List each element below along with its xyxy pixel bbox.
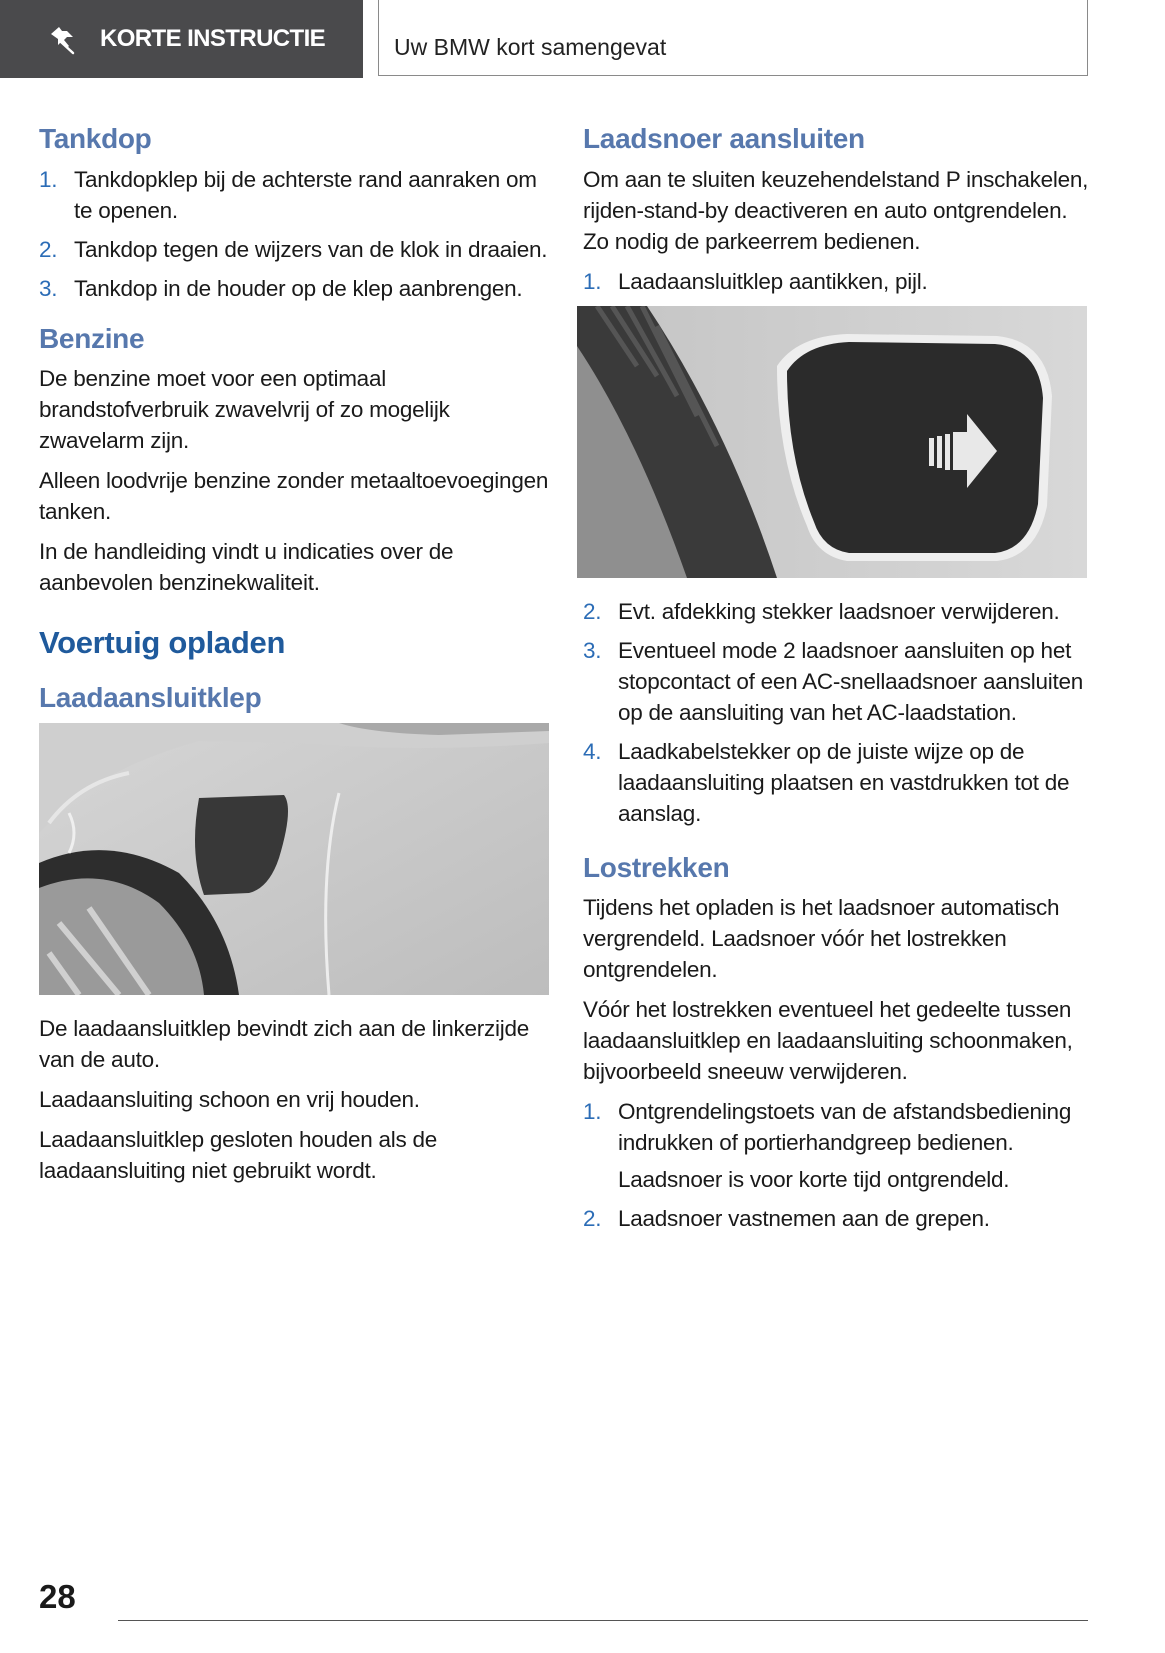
list-text: Evt. afdekking stekker laadsnoer verwijderen. bbox=[618, 598, 1060, 624]
list-text: Laadsnoer vastnemen aan de grepen. bbox=[618, 1206, 990, 1232]
heading-benzine: Benzine bbox=[39, 322, 145, 354]
paragraph: In de handleiding vindt u indicaties over de aanbevolen benzinekwaliteit. bbox=[39, 539, 454, 596]
header-tab bbox=[0, 0, 363, 78]
list-item bbox=[583, 1096, 1093, 1195]
list-number: 2. bbox=[39, 236, 58, 262]
list-number: 2. bbox=[583, 1206, 602, 1232]
list-number: 3. bbox=[583, 637, 602, 663]
header-tab-label: KORTE INSTRUCTIE bbox=[100, 25, 326, 52]
list-item bbox=[583, 635, 1093, 728]
list-item bbox=[583, 1203, 1093, 1234]
paragraph: Tijdens het opladen is het laadsnoer automatisch vergrendeld. Laadsnoer vóór het lostrekken ontgrendelen. bbox=[583, 895, 1060, 983]
list-item bbox=[583, 266, 1093, 297]
header-section-label: Uw BMW kort samengevat bbox=[394, 33, 667, 60]
list-text: Ontgrendelingstoets van de afstandsbediening indrukken of portierhandgreep bedienen. bbox=[618, 1099, 1072, 1156]
pushpin-icon bbox=[46, 23, 78, 55]
list-aansluiten-step1 bbox=[583, 266, 1093, 297]
figure-charging-flap-closeup bbox=[577, 306, 1087, 578]
paragraph: Alleen loodvrije benzine zonder metaaltoevoegingen tanken. bbox=[39, 468, 549, 525]
list-number: 1. bbox=[39, 166, 58, 192]
list-subtext: Laadsnoer is voor korte tijd ontgrendeld. bbox=[618, 1167, 1010, 1193]
footer-divider bbox=[118, 1620, 1088, 1621]
list-item bbox=[39, 164, 549, 226]
figure-charging-flap-side-view bbox=[39, 723, 549, 995]
list-number: 3. bbox=[39, 275, 58, 301]
page-number: 28 bbox=[39, 1578, 76, 1615]
list-text: Tankdopklep bij de achterste rand aanraken om te openen. bbox=[74, 166, 537, 223]
list-text: Eventueel mode 2 laadsnoer aansluiten op het stopcontact of een AC-snellaadsnoer aansluiten op de aansluiting van het AC-laadstation. bbox=[618, 637, 1084, 725]
heading-lostrekken: Lostrekken bbox=[583, 851, 730, 883]
paragraph: De benzine moet voor een optimaal brandstofverbruik zwavelvrij of zo mogelijk zwavelarm zijn. bbox=[39, 366, 450, 454]
paragraph: Vóór het lostrekken eventueel het gedeelte tussen laadaansluitklep en laadaansluiting schoonmaken, bijvoorbeeld sneeuw verwijderen. bbox=[583, 997, 1073, 1085]
list-number: 1. bbox=[583, 1099, 602, 1125]
heading-tankdop: Tankdop bbox=[39, 123, 152, 154]
list-text: Laadaansluitklep aantikken, pijl. bbox=[618, 268, 928, 294]
right-column bbox=[583, 122, 1093, 1243]
list-item bbox=[39, 273, 549, 304]
heading-voertuig-opladen: Voertuig opladen bbox=[39, 625, 286, 661]
list-text: Tankdop in de houder op de klep aanbrengen. bbox=[74, 275, 523, 301]
header-section-box bbox=[378, 0, 1088, 76]
list-number: 4. bbox=[583, 738, 602, 764]
list-lostrekken-steps bbox=[583, 1096, 1093, 1234]
list-text: Tankdop tegen de wijzers van de klok in draaien. bbox=[74, 236, 548, 262]
left-column bbox=[39, 122, 549, 1195]
list-item bbox=[39, 234, 549, 265]
list-tankdop bbox=[39, 164, 549, 304]
list-item bbox=[583, 596, 1093, 627]
paragraph: Laadaansluitklep gesloten houden als de laadaansluiting niet gebruikt wordt. bbox=[39, 1126, 438, 1183]
list-number: 2. bbox=[583, 598, 602, 624]
heading-laadsnoer-aansluiten: Laadsnoer aansluiten bbox=[583, 123, 865, 154]
paragraph: Om aan te sluiten keuzehendelstand P inschakelen, rijden-stand-by deactiveren en auto ontgrendelen. Zo nodig de parkeerrem bedienen. bbox=[583, 166, 1089, 254]
list-item bbox=[583, 736, 1093, 829]
list-number: 1. bbox=[583, 268, 602, 294]
paragraph: Laadaansluiting schoon en vrij houden. bbox=[39, 1086, 420, 1112]
paragraph: De laadaansluitklep bevindt zich aan de linkerzijde van de auto. bbox=[39, 1015, 530, 1072]
heading-laadaansluitklep: Laadaansluitklep bbox=[39, 681, 262, 713]
list-aansluiten-steps bbox=[583, 596, 1093, 829]
list-text: Laadkabelstekker op de juiste wijze op de laadaansluiting plaatsen en vastdrukken tot de aanslag. bbox=[618, 738, 1070, 826]
